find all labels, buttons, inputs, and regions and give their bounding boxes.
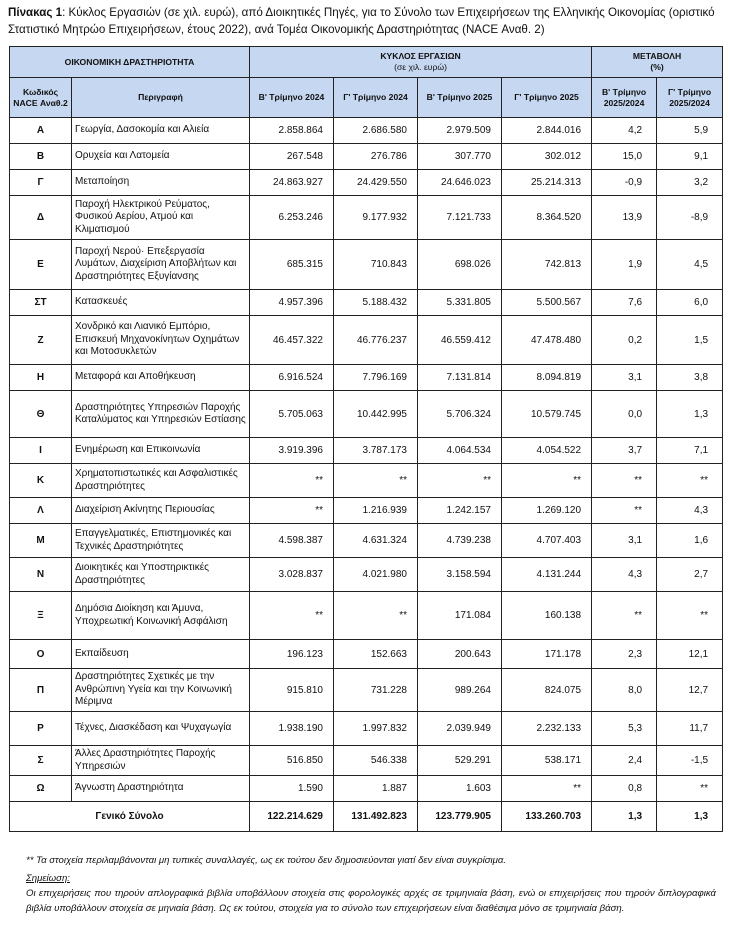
total-q3-2025: 133.260.703 (502, 802, 592, 832)
table-row (10, 498, 723, 524)
row-q3-2025: 171.178 (502, 640, 592, 669)
row-code: Ε (10, 240, 72, 290)
row-description: Διοικητικές και Υποστηρικτικές Δραστηριότητες (72, 558, 250, 592)
table-caption (8, 4, 724, 38)
header-q3-2025: Γ' Τρίμηνο 2025 (502, 78, 592, 118)
row-change-q3: ** (657, 776, 723, 802)
row-code: Β (10, 144, 72, 170)
row-change-q2: 15,0 (592, 144, 657, 170)
row-q3-2024: 10.442.995 (334, 391, 418, 438)
row-code: ΣΤ (10, 290, 72, 316)
row-q3-2025: 302.012 (502, 144, 592, 170)
table-row (10, 196, 723, 240)
row-change-q2: 0,0 (592, 391, 657, 438)
row-q3-2024: 710.843 (334, 240, 418, 290)
row-change-q2: 1,9 (592, 240, 657, 290)
row-description: Κατασκευές (72, 290, 250, 316)
row-change-q3: 11,7 (657, 712, 723, 746)
row-code: Δ (10, 196, 72, 240)
row-q2-2025: 200.643 (418, 640, 502, 669)
row-q2-2025: 1.603 (418, 776, 502, 802)
row-q2-2025: 4.739.238 (418, 524, 502, 558)
row-code: Ζ (10, 316, 72, 365)
row-q3-2024: ** (334, 464, 418, 498)
footnote: ** Τα στοιχεία περιλαμβάνονται μη τυπικές συναλλαγές, ως εκ τούτου δεν δημοσιεύονται γιατί δεν είναι συγκρίσιμα. (26, 855, 507, 866)
row-q3-2025: 1.269.120 (502, 498, 592, 524)
row-q2-2024: 46.457.322 (250, 316, 334, 365)
row-q3-2025: 538.171 (502, 746, 592, 776)
row-q2-2024: 2.858.864 (250, 118, 334, 144)
row-description: Μεταφορά και Αποθήκευση (72, 365, 250, 391)
row-q2-2025: 307.770 (418, 144, 502, 170)
row-change-q2: 0,2 (592, 316, 657, 365)
total-label: Γενικό Σύνολο (10, 802, 250, 832)
total-change-q2: 1,3 (592, 802, 657, 832)
table-body (10, 118, 723, 832)
row-q2-2025: 529.291 (418, 746, 502, 776)
row-q3-2024: 1.997.832 (334, 712, 418, 746)
total-q3-2024: 131.492.823 (334, 802, 418, 832)
table-row (10, 144, 723, 170)
header-q3-2024: Γ' Τρίμηνο 2024 (334, 78, 418, 118)
row-code: Σ (10, 746, 72, 776)
total-change-q3: 1,3 (657, 802, 723, 832)
row-change-q3: ** (657, 592, 723, 640)
row-q2-2025: 5.706.324 (418, 391, 502, 438)
row-q2-2025: ** (418, 464, 502, 498)
row-q3-2025: 47.478.480 (502, 316, 592, 365)
row-q3-2024: 3.787.173 (334, 438, 418, 464)
header-code: Κωδικός NACE Αναθ.2 (10, 78, 72, 118)
row-q2-2024: 6.253.246 (250, 196, 334, 240)
row-change-q3: -1,5 (657, 746, 723, 776)
header-q2-2025: Β' Τρίμηνο 2025 (418, 78, 502, 118)
row-q2-2024: 3.028.837 (250, 558, 334, 592)
row-change-q2: 3,1 (592, 365, 657, 391)
row-q3-2025: 2.232.133 (502, 712, 592, 746)
row-q3-2025: 25.214.313 (502, 170, 592, 196)
row-q2-2024: 1.590 (250, 776, 334, 802)
row-q2-2024: 915.810 (250, 669, 334, 712)
row-q2-2025: 2.979.509 (418, 118, 502, 144)
row-q3-2024: 2.686.580 (334, 118, 418, 144)
row-change-q3: ** (657, 464, 723, 498)
row-change-q3: 6,0 (657, 290, 723, 316)
table-row (10, 592, 723, 640)
row-change-q3: 12,1 (657, 640, 723, 669)
table-row (10, 712, 723, 746)
row-code: Ο (10, 640, 72, 669)
row-q3-2025: 4.054.522 (502, 438, 592, 464)
row-code: Π (10, 669, 72, 712)
row-change-q3: 4,3 (657, 498, 723, 524)
row-q2-2024: 4.957.396 (250, 290, 334, 316)
row-code: Ρ (10, 712, 72, 746)
total-q2-2024: 122.214.629 (250, 802, 334, 832)
row-change-q3: 4,5 (657, 240, 723, 290)
header-turnover-unit: (σε χιλ. ευρώ) (394, 62, 447, 72)
row-code: Ξ (10, 592, 72, 640)
row-q2-2024: 516.850 (250, 746, 334, 776)
row-description: Τέχνες, Διασκέδαση και Ψυχαγωγία (72, 712, 250, 746)
row-q2-2025: 46.559.412 (418, 316, 502, 365)
row-q3-2024: 1.216.939 (334, 498, 418, 524)
row-q2-2024: 24.863.927 (250, 170, 334, 196)
table-row (10, 316, 723, 365)
row-description: Ορυχεία και Λατομεία (72, 144, 250, 170)
row-change-q2: 13,9 (592, 196, 657, 240)
row-q3-2025: 824.075 (502, 669, 592, 712)
header-activity: ΟΙΚΟΝΟΜΙΚΗ ΔΡΑΣΤΗΡΙΟΤΗΤΑ (10, 47, 250, 78)
total-row (10, 802, 723, 832)
row-code: Ν (10, 558, 72, 592)
row-q3-2024: 276.786 (334, 144, 418, 170)
row-change-q2: 5,3 (592, 712, 657, 746)
header-turnover (250, 47, 592, 78)
row-q2-2024: 267.548 (250, 144, 334, 170)
row-q2-2025: 2.039.949 (418, 712, 502, 746)
row-q3-2024: 24.429.550 (334, 170, 418, 196)
row-q3-2025: 2.844.016 (502, 118, 592, 144)
row-q2-2024: ** (250, 464, 334, 498)
row-q3-2025: 160.138 (502, 592, 592, 640)
row-change-q3: 1,5 (657, 316, 723, 365)
row-q2-2025: 5.331.805 (418, 290, 502, 316)
row-change-q3: 1,6 (657, 524, 723, 558)
row-change-q3: 2,7 (657, 558, 723, 592)
table-row (10, 240, 723, 290)
row-q3-2024: 4.631.324 (334, 524, 418, 558)
row-description: Χρηματοπιστωτικές και Ασφαλιστικές Δραστηριότητες (72, 464, 250, 498)
header-change-q2: Β' Τρίμηνο 2025/2024 (592, 78, 657, 118)
row-description: Χονδρικό και Λιανικό Εμπόριο, Επισκευή Μηχανοκίνητων Οχημάτων και Μοτοσυκλετών (72, 316, 250, 365)
row-q2-2025: 7.121.733 (418, 196, 502, 240)
header-description: Περιγραφή (72, 78, 250, 118)
remark-text: Οι επιχειρήσεις που τηρούν απλογραφικά βιβλία υποβάλλουν στοιχεία στις φορολογικές αρχές σε τριμηνιαία βάση, ενώ οι επιχειρήσεις που τηρούν διπλογραφικά βιβλία υποβάλλουν στοιχεία σε μηνιαία βάση. Ως εκ τούτου, στοιχεία για το σύνολο των επιχειρήσεων είναι διαθέσιμα μόνο σε τριμηνιαία βάση. (26, 888, 716, 914)
row-description: Γεωργία, Δασοκομία και Αλιεία (72, 118, 250, 144)
row-q2-2025: 698.026 (418, 240, 502, 290)
row-change-q3: 1,3 (657, 391, 723, 438)
row-q3-2024: 7.796.169 (334, 365, 418, 391)
table-row (10, 746, 723, 776)
row-q2-2024: 4.598.387 (250, 524, 334, 558)
table-row (10, 524, 723, 558)
table-row (10, 558, 723, 592)
row-q2-2025: 4.064.534 (418, 438, 502, 464)
row-code: Η (10, 365, 72, 391)
row-code: Λ (10, 498, 72, 524)
row-change-q2: 8,0 (592, 669, 657, 712)
table-row (10, 464, 723, 498)
row-q3-2024: 5.188.432 (334, 290, 418, 316)
row-description: Εκπαίδευση (72, 640, 250, 669)
row-change-q3: -8,9 (657, 196, 723, 240)
row-q3-2025: 5.500.567 (502, 290, 592, 316)
row-change-q2: ** (592, 592, 657, 640)
row-q2-2025: 171.084 (418, 592, 502, 640)
caption-text: : Κύκλος Εργασιών (σε χιλ. ευρώ), από Διοικητικές Πηγές, για το Σύνολο των Επιχειρήσεων της Ελληνικής Οικονομίας (οριστικό Στατιστικό Μητρώο Επιχειρήσεων, έτους 2022), ανά Τομέα Οικονομικής Δραστηριότητας (NACE Αναθ. 2) (8, 6, 715, 36)
row-q3-2025: 8.094.819 (502, 365, 592, 391)
row-change-q2: 4,3 (592, 558, 657, 592)
row-change-q2: ** (592, 498, 657, 524)
header-change (592, 47, 723, 78)
row-change-q2: 4,2 (592, 118, 657, 144)
row-change-q2: 2,3 (592, 640, 657, 669)
row-description: Διαχείριση Ακίνητης Περιουσίας (72, 498, 250, 524)
table-row (10, 391, 723, 438)
row-change-q2: 3,7 (592, 438, 657, 464)
row-description: Δραστηριότητες Υπηρεσιών Παροχής Καταλύματος και Υπηρεσιών Εστίασης (72, 391, 250, 438)
row-description: Άλλες Δραστηριότητες Παροχής Υπηρεσιών (72, 746, 250, 776)
row-q3-2024: 731.228 (334, 669, 418, 712)
row-description: Δημόσια Διοίκηση και Άμυνα, Υποχρεωτική Κοινωνική Ασφάλιση (72, 592, 250, 640)
row-change-q2: 3,1 (592, 524, 657, 558)
row-q3-2024: 152.663 (334, 640, 418, 669)
row-q2-2025: 1.242.157 (418, 498, 502, 524)
table-row (10, 290, 723, 316)
row-description: Παροχή Νερού· Επεξεργασία Λυμάτων, Διαχείριση Αποβλήτων και Δραστηριότητες Εξυγίανσης (72, 240, 250, 290)
row-q3-2025: 10.579.745 (502, 391, 592, 438)
row-code: Μ (10, 524, 72, 558)
row-q3-2024: 1.887 (334, 776, 418, 802)
row-q2-2024: 3.919.396 (250, 438, 334, 464)
row-change-q3: 3,8 (657, 365, 723, 391)
row-q3-2025: 742.813 (502, 240, 592, 290)
row-q2-2024: 1.938.190 (250, 712, 334, 746)
row-description: Μεταποίηση (72, 170, 250, 196)
remark-title: Σημείωση: (26, 873, 70, 884)
row-change-q3: 9,1 (657, 144, 723, 170)
row-q2-2025: 989.264 (418, 669, 502, 712)
row-q2-2024: 196.123 (250, 640, 334, 669)
table-row (10, 118, 723, 144)
row-q2-2024: ** (250, 498, 334, 524)
caption-label: Πίνακας 1 (8, 6, 63, 19)
row-q2-2024: 6.916.524 (250, 365, 334, 391)
table-row (10, 669, 723, 712)
table-row (10, 776, 723, 802)
header-change-title: ΜΕΤΑΒΟΛΗ (632, 51, 682, 61)
row-code: Θ (10, 391, 72, 438)
row-q3-2024: 4.021.980 (334, 558, 418, 592)
table-row (10, 365, 723, 391)
row-q3-2025: 8.364.520 (502, 196, 592, 240)
row-description: Ενημέρωση και Επικοινωνία (72, 438, 250, 464)
row-change-q3: 7,1 (657, 438, 723, 464)
table-row (10, 438, 723, 464)
row-change-q2: -0,9 (592, 170, 657, 196)
header-change-q3: Γ' Τρίμηνο 2025/2024 (657, 78, 723, 118)
turnover-table (9, 46, 723, 832)
row-q2-2025: 3.158.594 (418, 558, 502, 592)
row-q3-2025: 4.131.244 (502, 558, 592, 592)
row-q3-2024: 546.338 (334, 746, 418, 776)
table-row (10, 640, 723, 669)
row-q2-2024: 5.705.063 (250, 391, 334, 438)
header-q2-2024: Β' Τρίμηνο 2024 (250, 78, 334, 118)
row-description: Άγνωστη Δραστηριότητα (72, 776, 250, 802)
row-q3-2024: 46.776.237 (334, 316, 418, 365)
table-row (10, 170, 723, 196)
row-q3-2025: 4.707.403 (502, 524, 592, 558)
row-description: Δραστηριότητες Σχετικές με την Ανθρώπινη Υγεία και την Κοινωνική Μέριμνα (72, 669, 250, 712)
row-change-q2: 7,6 (592, 290, 657, 316)
row-q3-2025: ** (502, 464, 592, 498)
row-change-q3: 5,9 (657, 118, 723, 144)
header-turnover-title: ΚΥΚΛΟΣ ΕΡΓΑΣΙΩΝ (380, 51, 461, 61)
row-q2-2024: 685.315 (250, 240, 334, 290)
row-description: Παροχή Ηλεκτρικού Ρεύματος, Φυσικού Αερίου, Ατμού και Κλιματισμού (72, 196, 250, 240)
row-change-q2: ** (592, 464, 657, 498)
row-change-q3: 3,2 (657, 170, 723, 196)
row-q2-2024: ** (250, 592, 334, 640)
row-q2-2025: 24.646.023 (418, 170, 502, 196)
row-code: Ω (10, 776, 72, 802)
total-q2-2025: 123.779.905 (418, 802, 502, 832)
row-change-q2: 0,8 (592, 776, 657, 802)
row-code: Κ (10, 464, 72, 498)
row-change-q2: 2,4 (592, 746, 657, 776)
row-code: Ι (10, 438, 72, 464)
row-q3-2024: ** (334, 592, 418, 640)
row-q3-2024: 9.177.932 (334, 196, 418, 240)
row-change-q3: 12,7 (657, 669, 723, 712)
row-code: Γ (10, 170, 72, 196)
row-q3-2025: ** (502, 776, 592, 802)
row-description: Επαγγελματικές, Επιστημονικές και Τεχνικές Δραστηριότητες (72, 524, 250, 558)
header-change-unit: (%) (650, 62, 664, 72)
row-code: Α (10, 118, 72, 144)
row-q2-2025: 7.131.814 (418, 365, 502, 391)
